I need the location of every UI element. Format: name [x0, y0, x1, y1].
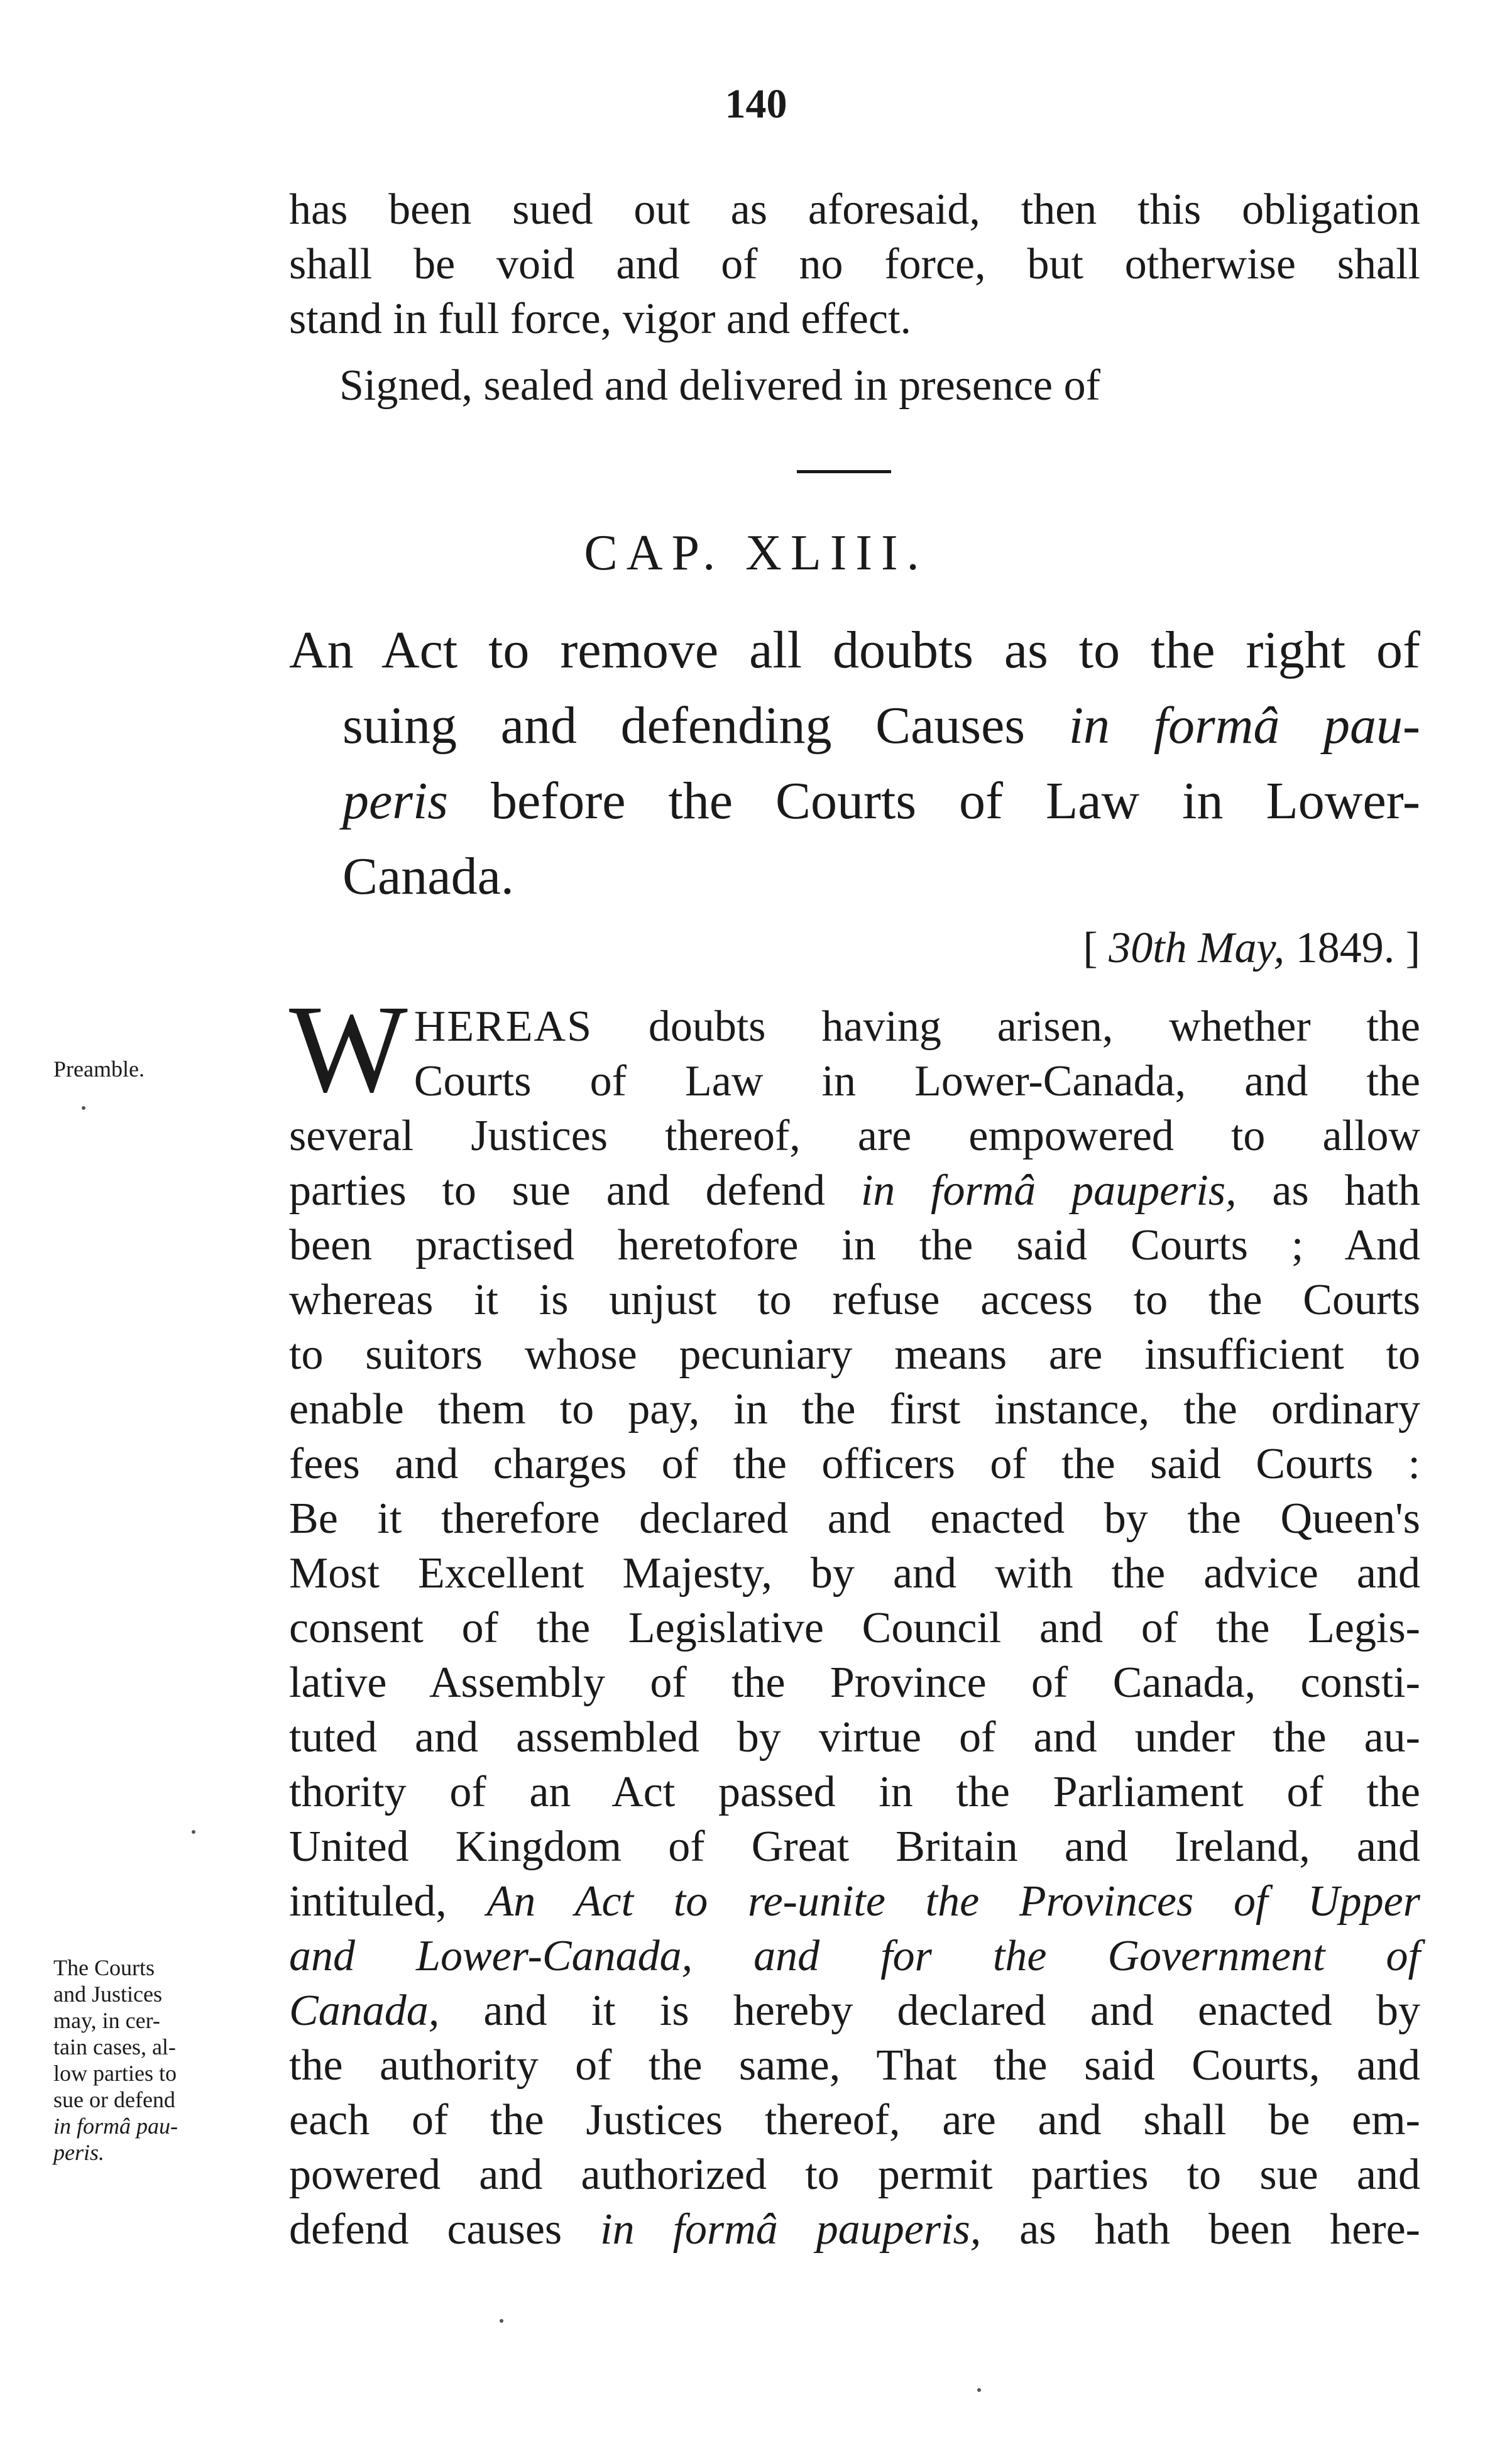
preamble-line: lative Assembly of the Province of Canada, consti- — [289, 1658, 1420, 1707]
preamble-text: as hath been here- — [981, 2205, 1420, 2254]
preamble-italic: in formâ pauperis, — [600, 2205, 982, 2254]
preamble-line: Courts of Law in Lower-Canada, and the — [414, 1057, 1420, 1105]
preamble-caps: HEREAS — [414, 1002, 593, 1051]
date-day: 30th May, — [1109, 924, 1285, 972]
preamble-text: intituled, — [289, 1877, 487, 1926]
act-title-italic: in formâ pau- — [1068, 696, 1420, 755]
margin-note-line: sue or defend — [53, 2087, 175, 2112]
act-title-text: suing and defending Causes — [342, 696, 1069, 755]
preamble-line: to suitors whose pecuniary means are insufficient to — [289, 1330, 1420, 1379]
preamble-line: thority of an Act passed in the Parliament of the — [289, 1768, 1420, 1816]
preamble-line: several Justices thereof, are empowered to allow — [289, 1112, 1420, 1160]
margin-note-courts — [53, 1954, 242, 2166]
preamble-italic: Canada, — [289, 1987, 440, 2035]
closing-line: has been sued out as aforesaid, then this obligation — [289, 185, 1420, 234]
preamble-line: United Kingdom of Great Britain and Ireland, and — [289, 1823, 1420, 1871]
preamble-text: doubts having arisen, whether the — [593, 1002, 1420, 1051]
act-title-text: before the Courts of Law in Lower- — [448, 772, 1420, 830]
preamble-text: and it is hereby declared and enacted by — [439, 1987, 1420, 2035]
preamble-line: powered and authorized to permit parties to sue and — [289, 2151, 1420, 2199]
preamble-line: Be it therefore declared and enacted by the Queen's — [289, 1494, 1420, 1543]
margin-note-line: low parties to — [53, 2061, 177, 2086]
page-number: 140 — [725, 81, 787, 127]
preamble-text: defend causes — [289, 2205, 601, 2254]
act-title-line — [289, 688, 1420, 764]
margin-note-line: tain cases, al- — [53, 2034, 176, 2059]
preamble-line: Most Excellent Majesty, by and with the advice and — [289, 1549, 1420, 1598]
act-title-line — [289, 764, 1420, 839]
preamble-italic: in formâ pauperis, — [860, 1166, 1237, 1215]
chapter-heading: CAP. XLIII. — [584, 525, 928, 581]
margin-note-line: in formâ pau- — [53, 2113, 178, 2139]
act-title-line: Canada. — [342, 847, 514, 906]
ink-speck — [82, 1106, 85, 1110]
ink-speck — [192, 1830, 195, 1834]
drop-cap: W — [289, 980, 408, 1119]
preamble-line — [289, 1874, 1420, 1929]
preamble-line: enable them to pay, in the first instance, the ordinary — [289, 1385, 1420, 1434]
preamble-line — [289, 1163, 1420, 1218]
date-bracket: [ — [1083, 924, 1109, 972]
preamble-paragraph — [289, 980, 1420, 2257]
preamble-line — [289, 999, 1420, 1054]
act-title-line: An Act to remove all doubts as to the right of — [289, 621, 1420, 679]
preamble-line: the authority of the same, That the said Courts, and — [289, 2041, 1420, 2090]
preamble-line — [289, 2202, 1420, 2257]
section-divider — [797, 470, 891, 473]
preamble-line: fees and charges of the officers of the said Courts : — [289, 1440, 1420, 1488]
date-year: 1849. ] — [1285, 924, 1420, 972]
preamble-line — [289, 1983, 1420, 2038]
preamble-italic: An Act to re-unite the Provinces of Upper — [486, 1877, 1420, 1926]
act-title-italic: peris — [342, 772, 448, 830]
margin-note-preamble: Preamble. — [53, 1056, 145, 1082]
ink-speck — [977, 2388, 981, 2392]
act-date — [930, 921, 1420, 975]
act-title — [289, 613, 1420, 914]
margin-note-line: peris. — [53, 2140, 104, 2165]
preamble-line: consent of the Legislative Council and of the Legis- — [289, 1604, 1420, 1652]
preamble-line: been practised heretofore in the said Courts ; And — [289, 1221, 1420, 1269]
signed-line: Signed, sealed and delivered in presence of — [339, 361, 1100, 410]
preamble-line — [289, 1929, 1420, 1983]
margin-note-line: The Courts — [53, 1955, 155, 1980]
closing-paragraph — [289, 182, 1420, 346]
preamble-text: as hath — [1236, 1166, 1420, 1215]
ink-speck — [500, 2319, 503, 2323]
margin-note-line: and Justices — [53, 1982, 162, 2007]
closing-line: stand in full force, vigor and effect. — [289, 295, 912, 343]
preamble-italic: and Lower-Canada, and for the Government of — [289, 1932, 1420, 1980]
preamble-line: tuted and assembled by virtue of and under the au- — [289, 1713, 1420, 1762]
closing-line: shall be void and of no force, but otherwise shall — [289, 240, 1420, 288]
preamble-line: each of the Justices thereof, are and shall be em- — [289, 2096, 1420, 2144]
preamble-line: whereas it is unjust to refuse access to the Courts — [289, 1276, 1420, 1324]
margin-note-line: may, in cer- — [53, 2008, 160, 2033]
preamble-text: parties to sue and defend — [289, 1166, 861, 1215]
